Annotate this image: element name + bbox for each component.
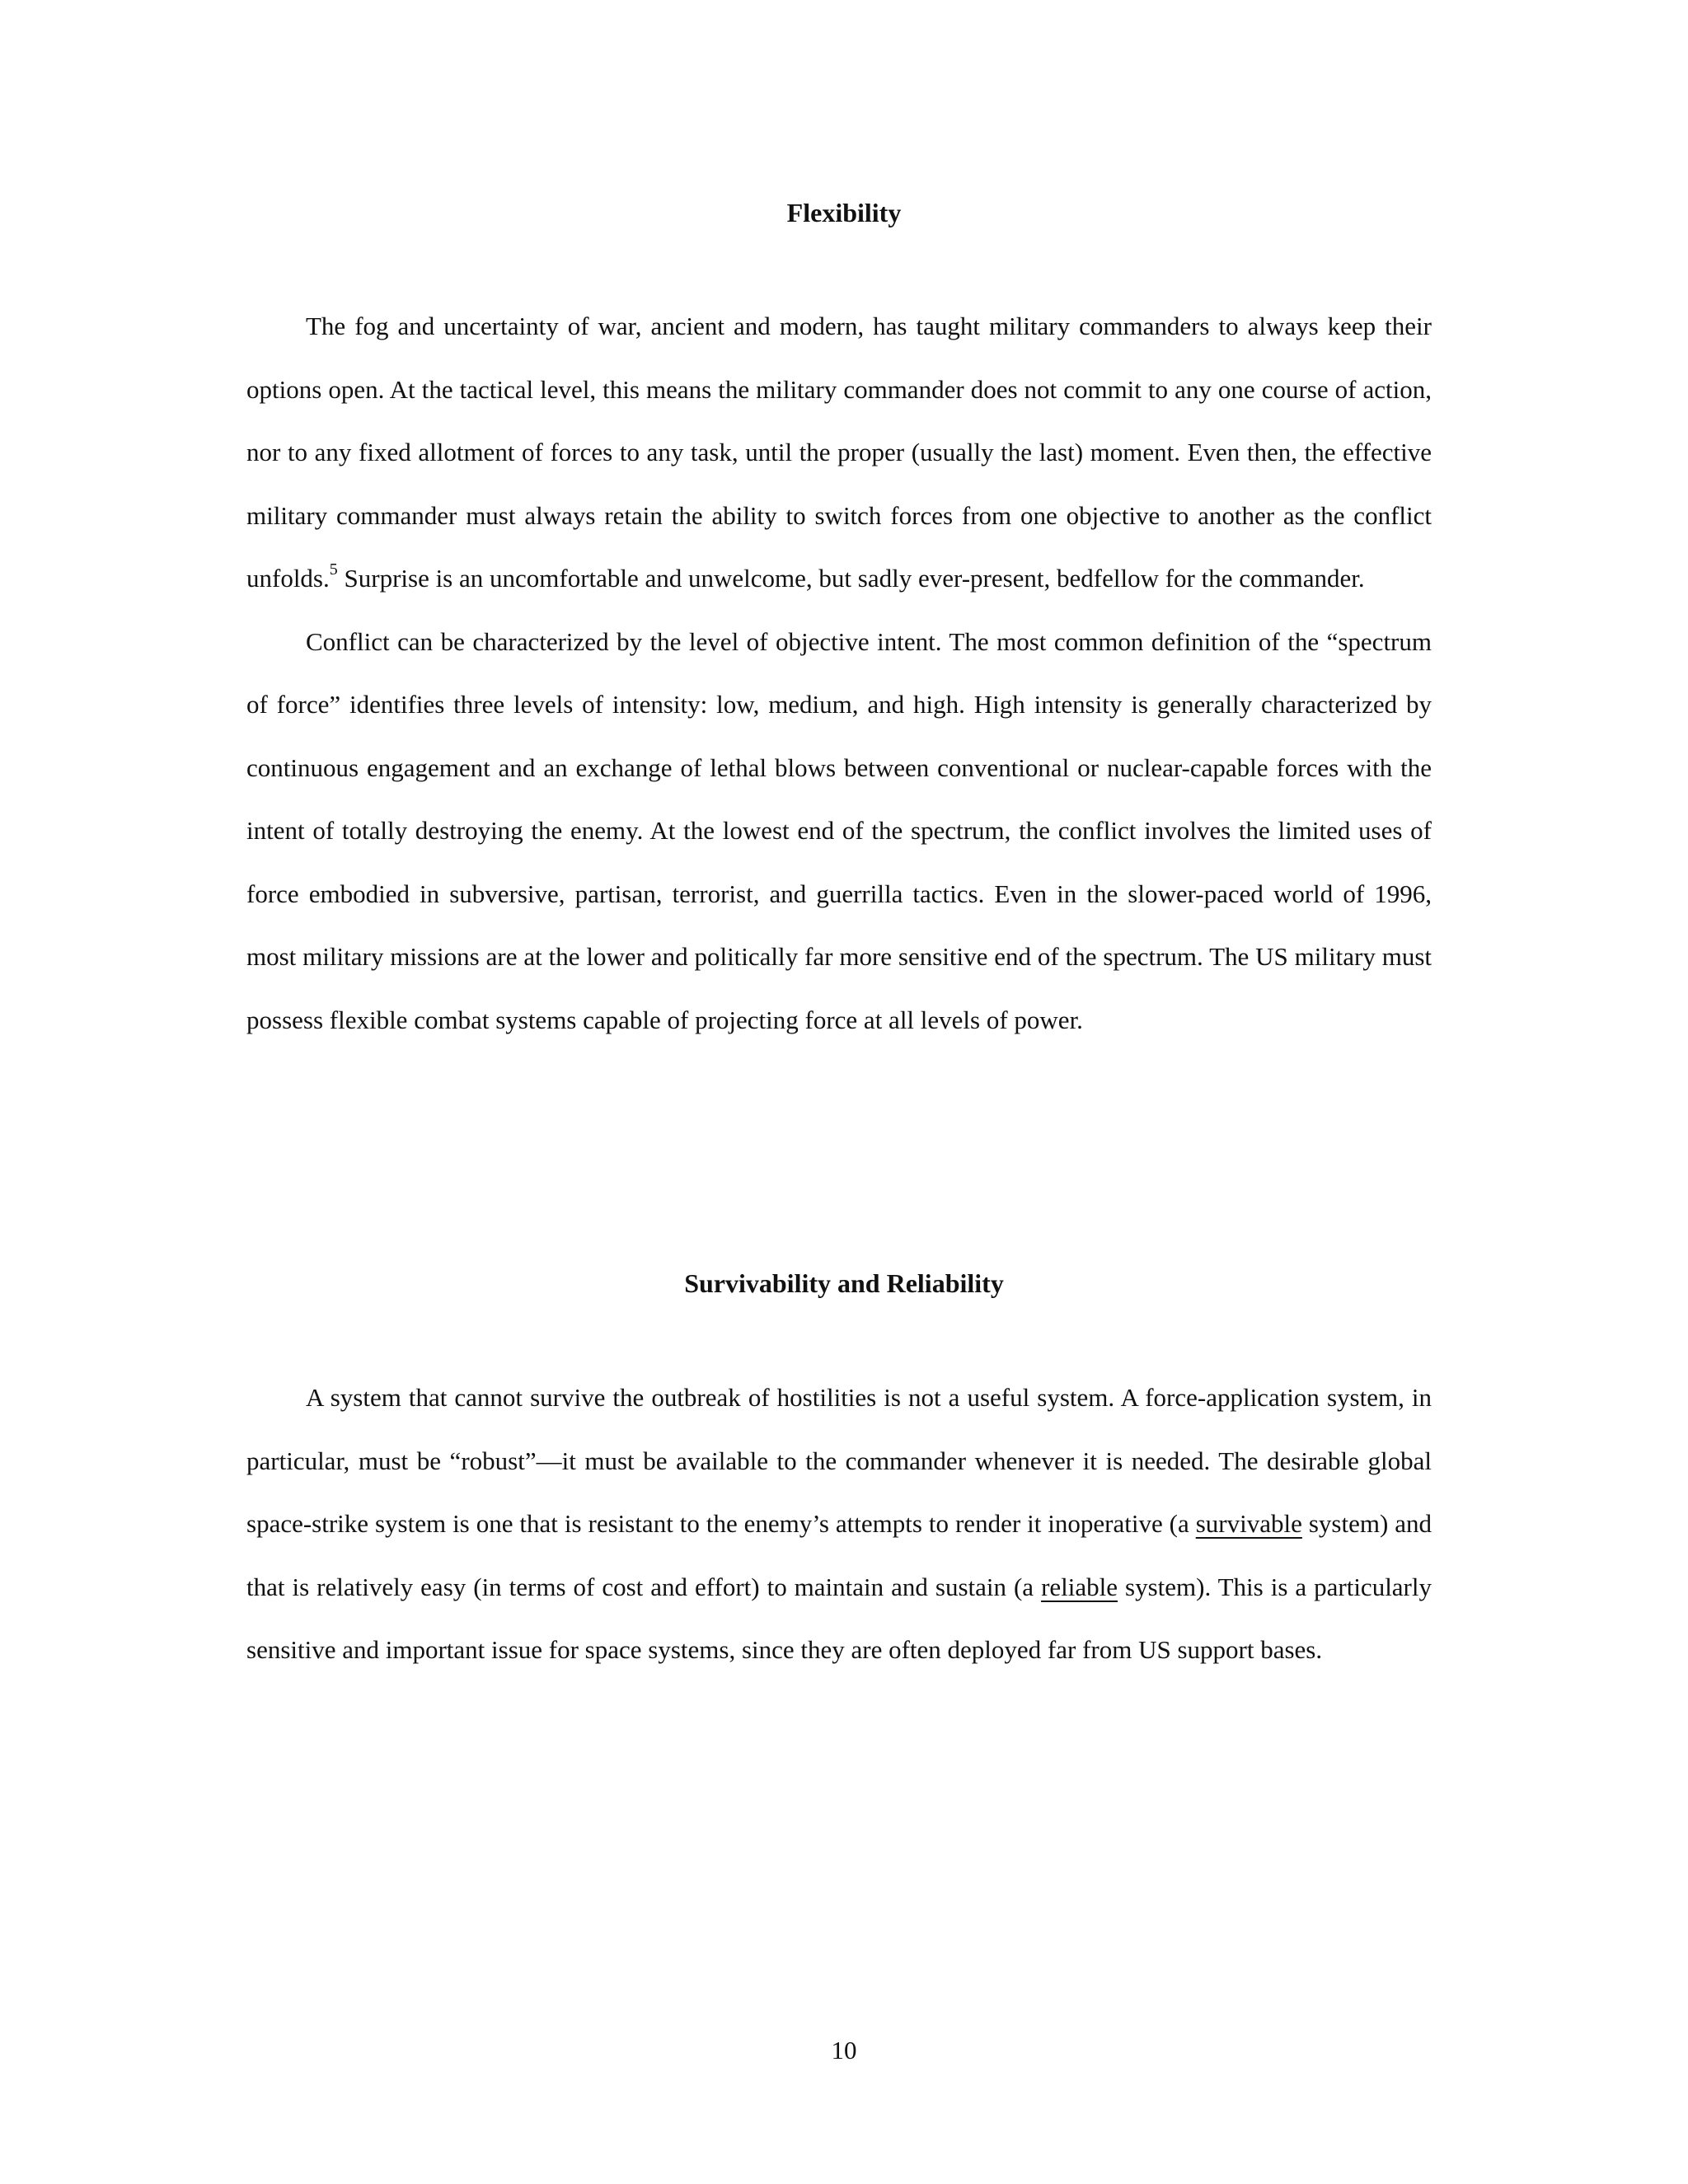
paragraph-text: system). This is a particularly sensitive and important issue for space systems, since they are often deployed far from US support bases. xyxy=(246,1572,1432,1664)
paragraph-spectrum-of-force xyxy=(246,611,1432,1052)
paragraph-fog-of-war xyxy=(246,295,1432,611)
paragraph-text: Surprise is an uncomfortable and unwelcome, but sadly ever-present, bedfellow for the commander. xyxy=(337,564,1365,593)
paragraph-text: Conflict can be characterized by the level of objective intent. The most common definition of the “spectrum of force” identifies three levels of intensity: low, medium, and high. High intensity is generally characterized by continuous engagement and an exchange of lethal blows between conventional or nuclear-capable forces with the intent of totally destroying the enemy. At the lowest end of the spectrum, the conflict involves the limited uses of force embodied in subversive, partisan, terrorist, and guerrilla tactics. Even in the slower-paced world of 1996, most military missions are at the lower and politically far more sensitive end of the spectrum. The US military must possess flexible combat systems capable of projecting force at all levels of power. xyxy=(246,626,1432,1034)
underlined-term-survivable: survivable xyxy=(1195,1509,1302,1538)
flexibility-section-body xyxy=(246,295,1432,1052)
survivability-section-body xyxy=(246,1366,1432,1682)
section-heading-survivability: Survivability and Reliability xyxy=(684,1268,1004,1298)
footnote-marker: 5 xyxy=(329,560,338,579)
page-number: 10 xyxy=(831,2036,857,2064)
paragraph-survivable-system xyxy=(246,1366,1432,1682)
paragraph-text: system) and that is relatively easy (in terms of cost and effort) to maintain and sustain (a xyxy=(246,1509,1432,1601)
underlined-term-reliable: reliable xyxy=(1041,1572,1118,1601)
section-heading-flexibility: Flexibility xyxy=(786,198,902,227)
paragraph-text: The fog and uncertainty of war, ancient and modern, has taught military commanders to always keep their options open. At the tactical level, this means the military commander does not commit to any one course of action, nor to any fixed allotment of forces to any task, until the proper (usually the last) moment. Even then, the effective military commander must always retain the ability to switch forces from one objective to another as the conflict unfolds. xyxy=(246,312,1432,593)
paragraph-text: A system that cannot survive the outbreak of hostilities is not a useful system. A force-application system, in particular, must be “robust”—it must be available to the commander whenever it is needed. The desirable global space-strike system is one that is resistant to the enemy’s attempts to render it inoperative (a xyxy=(246,1383,1432,1538)
